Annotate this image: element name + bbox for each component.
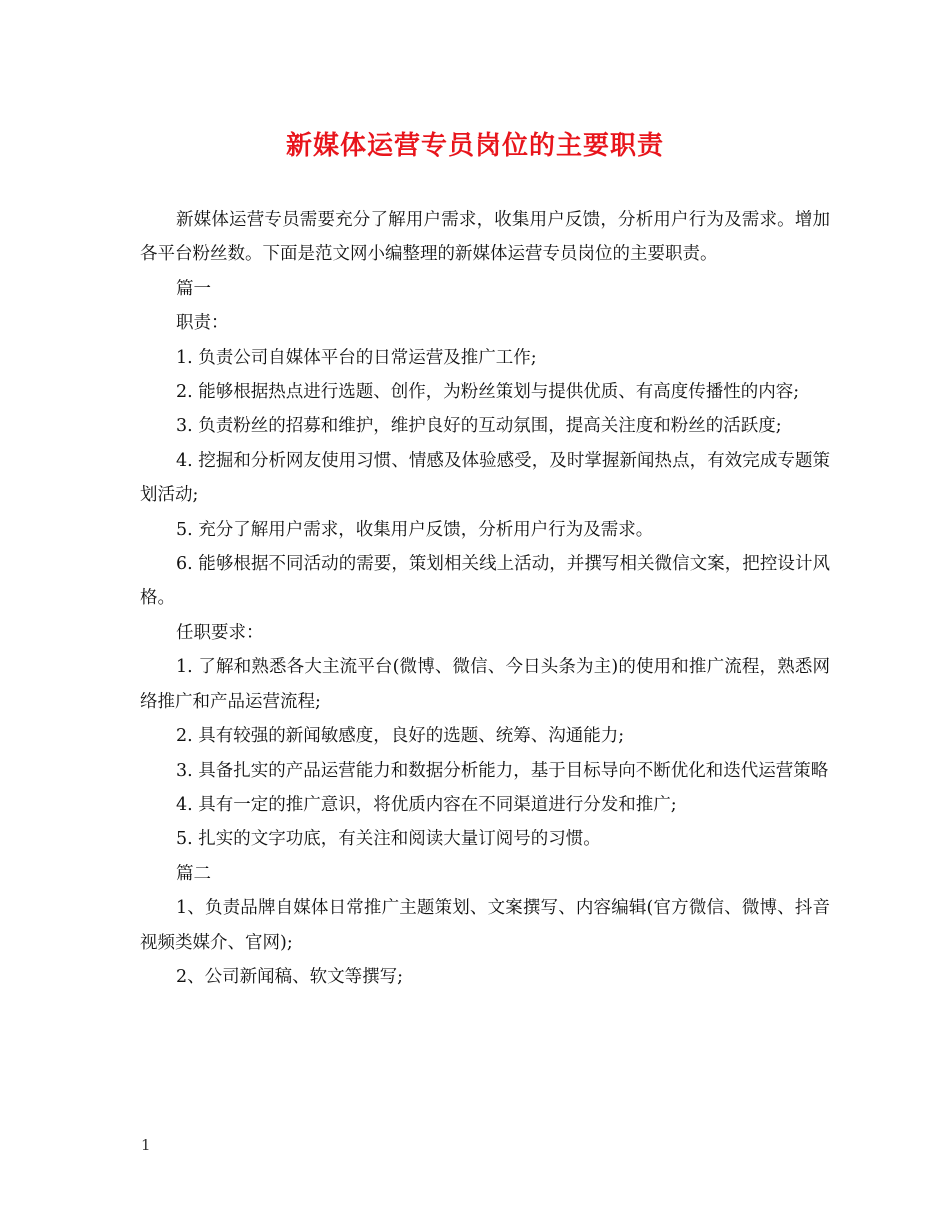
requirement-item-3: 3. 具备扎实的产品运营能力和数据分析能力，基于目标导向不断优化和迭代运营策略: [176, 760, 829, 781]
duty-item-6: 6. 能够根据不同活动的需要，策划相关线上活动，并撰写相关微信文案，把控设计风格。: [140, 554, 830, 609]
duty-item-5: 5. 充分了解用户需求，收集用户反馈，分析用户行为及需求。: [176, 519, 654, 540]
part2-item-2: 2、公司新闻稿、软文等撰写;: [176, 966, 404, 987]
duty-item-1: 1. 负责公司自媒体平台的日常运营及推广工作;: [176, 347, 537, 368]
duty-item-2: 2. 能够根据热点进行选题、创作，为粉丝策划与提供优质、有高度传播性的内容;: [176, 382, 800, 403]
intro-paragraph: 新媒体运营专员需要充分了解用户需求，收集用户反馈，分析用户行为及需求。增加各平台粉丝数。下面是范文网小编整理的新媒体运营专员岗位的主要职责。: [140, 210, 830, 265]
page-number: 1: [141, 1136, 151, 1154]
section-heading-part2: 篇二: [176, 863, 211, 884]
requirement-item-5: 5. 扎实的文字功底，有关注和阅读大量订阅号的习惯。: [176, 829, 601, 850]
requirement-item-2: 2. 具有较强的新闻敏感度，良好的选题、统筹、沟通能力;: [176, 726, 625, 747]
duty-item-4: 4. 挖掘和分析网友使用习惯、情感及体验感受，及时掌握新闻热点，有效完成专题策划活动;: [140, 450, 830, 506]
requirement-item-4: 4. 具有一定的推广意识，将优质内容在不同渠道进行分发和推广;: [176, 794, 677, 815]
part2-item-1: 1、负责品牌自媒体日常推广主题策划、文案撰写、内容编辑(官方微信、微博、抖音视频类媒介、官网);: [140, 898, 830, 953]
document-title: 新媒体运营专员岗位的主要职责: [285, 131, 664, 161]
duty-item-3: 3. 负责粉丝的招募和维护，维护良好的互动氛围，提高关注度和粉丝的活跃度;: [176, 416, 782, 437]
section-heading-part1: 篇一: [176, 278, 211, 299]
document-body: [140, 203, 830, 994]
subheading-requirements: 任职要求：: [176, 622, 264, 643]
subheading-duties: 职责：: [176, 313, 229, 334]
requirement-item-1: 1. 了解和熟悉各大主流平台(微博、微信、今日头条为主)的使用和推广流程，熟悉网络推广和产品运营流程;: [140, 657, 830, 712]
